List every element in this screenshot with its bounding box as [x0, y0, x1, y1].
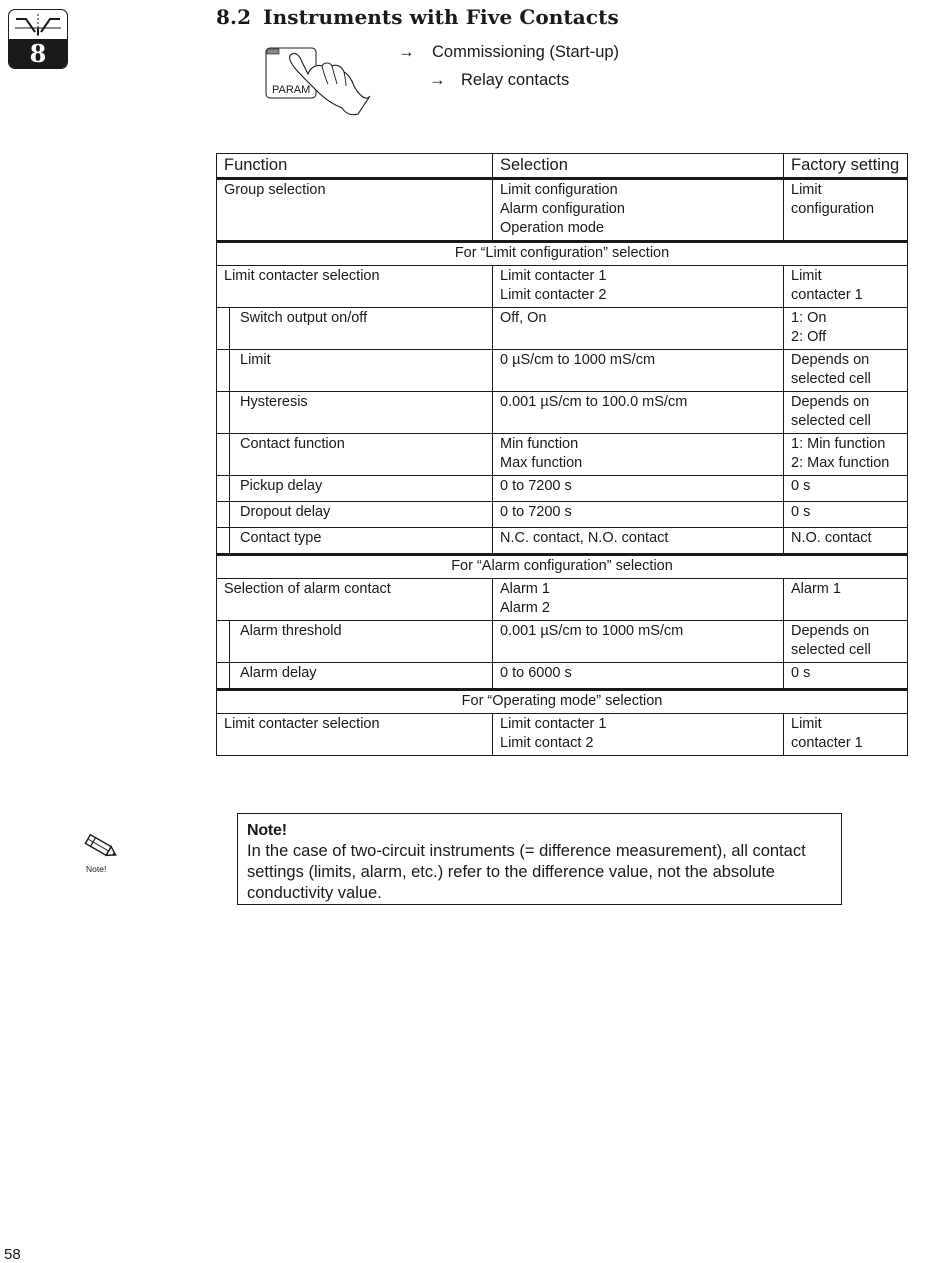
arrow-right-icon: →: [398, 43, 415, 61]
table-row: [217, 350, 908, 392]
selection-cell: Min function Max function: [493, 434, 784, 476]
selection-cell: 0 to 7200 s: [493, 502, 784, 528]
note-text: In the case of two-circuit instruments (= difference measurement), all contact settings (limits, alarm, etc.) refer to the difference value, not the absolute conductivity value.: [247, 842, 806, 902]
selection-cell: 0 µS/cm to 1000 mS/cm: [493, 350, 784, 392]
table-row: [217, 392, 908, 434]
param-key-label: PARAM: [272, 84, 311, 96]
note-title: Note!: [247, 822, 287, 839]
section-header-row: [217, 690, 908, 714]
factory-setting-cell: 1: Min function 2: Max function: [784, 434, 908, 476]
table-header-row: [217, 154, 908, 179]
selection-cell: 0.001 µS/cm to 1000 mS/cm: [493, 621, 784, 663]
section-title: [216, 5, 619, 29]
selection-cell: Alarm 1 Alarm 2: [493, 579, 784, 621]
chapter-number: 8: [9, 39, 67, 68]
table-row: [217, 266, 908, 308]
factory-setting-cell: 0 s: [784, 476, 908, 502]
selection-cell: N.C. contact, N.O. contact: [493, 528, 784, 555]
nav-path-item: Commissioning (Start-up): [432, 43, 620, 61]
nav-path-level-1: [398, 43, 619, 62]
selection-cell: Limit contacter 1 Limit contact 2: [493, 714, 784, 756]
section-header-row: [217, 555, 908, 579]
selection-cell: 0 to 6000 s: [493, 663, 784, 690]
page-number: 58: [4, 1246, 21, 1263]
section-header-cell: For “Alarm configuration” selection: [217, 555, 908, 579]
hand-pressing-key-icon: [262, 44, 374, 118]
selection-cell: Off, On: [493, 308, 784, 350]
arrow-right-icon: →: [429, 71, 446, 89]
table-row: [217, 502, 908, 528]
table-row: [217, 579, 908, 621]
section-title-text: Instruments with Five Contacts: [263, 5, 619, 29]
factory-setting-cell: 0 s: [784, 663, 908, 690]
factory-setting-cell: Limit configuration: [784, 179, 908, 242]
table-body: [217, 179, 908, 756]
factory-setting-cell: Depends on selected cell: [784, 350, 908, 392]
table-row: [217, 663, 908, 690]
note-icon-label: Note!: [86, 864, 107, 874]
table-row: [217, 308, 908, 350]
table-row: [217, 714, 908, 756]
section-number: 8.2: [216, 5, 252, 29]
section-header-cell: For “Limit configuration” selection: [217, 242, 908, 266]
note-box: [237, 813, 842, 905]
table-row: [217, 528, 908, 555]
table-row: [217, 621, 908, 663]
factory-setting-cell: Limit contacter 1: [784, 266, 908, 308]
function-cell: Alarm threshold: [217, 621, 493, 663]
factory-setting-cell: Limit contacter 1: [784, 714, 908, 756]
column-header-selection: Selection: [493, 154, 784, 179]
nav-path-level-2: [429, 71, 569, 90]
section-header-cell: For “Operating mode” selection: [217, 690, 908, 714]
pencil-icon: [80, 830, 122, 864]
function-cell: Group selection: [217, 179, 493, 242]
chapter-badge: [8, 9, 68, 69]
function-cell: Switch output on/off: [217, 308, 493, 350]
function-cell: Limit contacter selection: [217, 266, 493, 308]
function-cell: Dropout delay: [217, 502, 493, 528]
relay-settings-table: [216, 153, 908, 756]
function-cell: Limit: [217, 350, 493, 392]
nav-path-item: Relay contacts: [461, 71, 570, 89]
table-row: [217, 476, 908, 502]
column-header-factory-setting: Factory setting: [784, 154, 908, 179]
selection-cell: 0.001 µS/cm to 100.0 mS/cm: [493, 392, 784, 434]
table-row: [217, 434, 908, 476]
function-cell: Selection of alarm contact: [217, 579, 493, 621]
factory-setting-cell: Alarm 1: [784, 579, 908, 621]
limit-curve-icon: [9, 10, 67, 40]
section-header-row: [217, 242, 908, 266]
selection-cell: Limit configuration Alarm configuration Operation mode: [493, 179, 784, 242]
selection-cell: Limit contacter 1 Limit contacter 2: [493, 266, 784, 308]
factory-setting-cell: 0 s: [784, 502, 908, 528]
factory-setting-cell: 1: On 2: Off: [784, 308, 908, 350]
function-cell: Contact function: [217, 434, 493, 476]
function-cell: Limit contacter selection: [217, 714, 493, 756]
function-cell: Contact type: [217, 528, 493, 555]
function-cell: Alarm delay: [217, 663, 493, 690]
table-row: [217, 179, 908, 242]
factory-setting-cell: Depends on selected cell: [784, 392, 908, 434]
factory-setting-cell: Depends on selected cell: [784, 621, 908, 663]
factory-setting-cell: N.O. contact: [784, 528, 908, 555]
function-cell: Pickup delay: [217, 476, 493, 502]
function-cell: Hysteresis: [217, 392, 493, 434]
selection-cell: 0 to 7200 s: [493, 476, 784, 502]
column-header-function: Function: [217, 154, 493, 179]
